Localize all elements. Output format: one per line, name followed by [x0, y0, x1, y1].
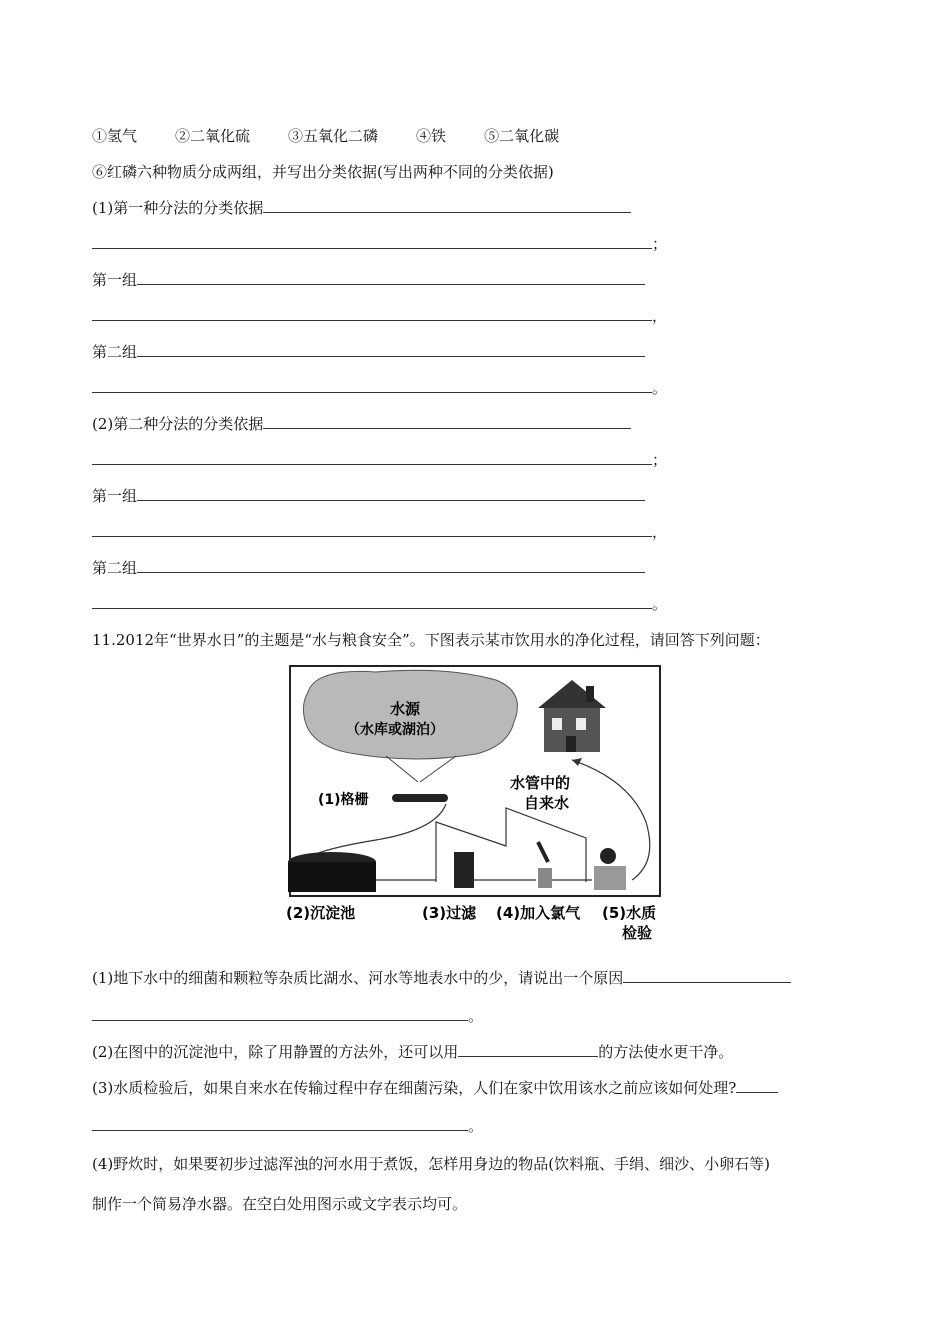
house-icon — [538, 680, 606, 752]
part1-cont — [92, 234, 667, 254]
answer-blank[interactable] — [137, 342, 645, 357]
part2-label: (2)第二种分法的分类依据 — [92, 415, 264, 433]
answer-blank[interactable] — [263, 198, 631, 213]
q11-sub2 — [92, 1042, 733, 1062]
grid-label: (1)格栅 — [318, 792, 369, 808]
answer-blank[interactable] — [92, 306, 652, 321]
chlorine-label: (4)加入氯气 — [496, 904, 581, 922]
semicolon: ； — [652, 451, 668, 469]
answer-blank[interactable] — [623, 968, 791, 983]
inspection-desk-icon — [594, 866, 626, 890]
option-3: ③五氧化二磷 — [288, 127, 379, 145]
answer-blank[interactable] — [92, 1116, 468, 1131]
period: 。 — [468, 1007, 484, 1025]
answer-blank[interactable] — [92, 522, 652, 537]
q11-sub4-line2: 制作一个简易净水器。在空白处用图示或文字表示均可。 — [92, 1195, 468, 1213]
period: 。 — [652, 379, 668, 397]
inspector-icon — [600, 848, 616, 864]
answer-blank[interactable] — [736, 1078, 778, 1093]
part1-row — [92, 198, 631, 218]
grid-icon — [392, 794, 448, 802]
option-4: ④铁 — [416, 127, 447, 145]
part1-group1-cont — [92, 306, 667, 326]
q11-sub4-line1: (4)野炊时，如果要初步过滤浑浊的河水用于煮饭，怎样用身边的物品(饮料瓶、手绢、细沙、小卵石等) — [92, 1155, 770, 1173]
chlorine-icon — [538, 868, 552, 888]
source-label-1: 水源 — [390, 700, 421, 718]
answer-blank[interactable] — [92, 450, 652, 465]
answer-blank[interactable] — [137, 486, 645, 501]
part2-group1-cont — [92, 522, 667, 542]
answer-blank[interactable] — [92, 1006, 468, 1021]
period: 。 — [652, 595, 668, 613]
answer-blank[interactable] — [458, 1042, 598, 1057]
water-purification-diagram — [286, 662, 664, 944]
part2-group1-row — [92, 486, 645, 506]
sub2-text-b: 的方法使水更干净。 — [598, 1043, 734, 1061]
q11-stem: 11.2012年“世界水日”的主题是“水与粮食安全”。下图表示某市饮用水的净化过程，请回答下列问题： — [92, 631, 770, 649]
options-row — [92, 126, 597, 146]
part2-group2-cont — [92, 594, 667, 614]
answer-blank[interactable] — [92, 234, 652, 249]
filter-label: (3)过滤 — [422, 904, 477, 922]
group2-label: 第二组 — [92, 343, 138, 361]
filter-icon — [454, 852, 474, 888]
answer-blank[interactable] — [92, 594, 652, 609]
sub1-text: (1)地下水中的细菌和颗粒等杂质比湖水、河水等地表水中的少，请说出一个原因 — [92, 969, 624, 987]
q11-sub3 — [92, 1078, 778, 1098]
group2-label: 第二组 — [92, 559, 138, 577]
semicolon: ； — [652, 235, 668, 253]
tap-label-2: 自来水 — [524, 794, 570, 812]
answer-blank[interactable] — [263, 414, 631, 429]
part1-group2-cont — [92, 378, 667, 398]
part1-label: (1)第一种分法的分类依据 — [92, 199, 264, 217]
option-1: ①氢气 — [92, 127, 138, 145]
option-2: ②二氧化硫 — [175, 127, 251, 145]
part2-cont — [92, 450, 667, 470]
answer-blank[interactable] — [137, 270, 645, 285]
part2-group2-row — [92, 558, 645, 578]
answer-blank[interactable] — [137, 558, 645, 573]
sediment-label: (2)沉淀池 — [286, 904, 356, 922]
sub3-text: (3)水质检验后，如果自来水在传输过程中存在细菌污染，人们在家中饮用该水之前应该如何处理? — [92, 1079, 737, 1097]
q11-sub1-cont — [92, 1006, 483, 1026]
comma: ， — [652, 523, 668, 541]
option-5: ⑤二氧化碳 — [484, 127, 560, 145]
group1-label: 第一组 — [92, 271, 138, 289]
q11-sub3-cont — [92, 1116, 483, 1136]
answer-blank[interactable] — [92, 378, 652, 393]
part2-row — [92, 414, 631, 434]
source-label-2: （水库或湖泊） — [346, 722, 444, 738]
part1-group2-row — [92, 342, 645, 362]
inspect-label-2: 检验 — [622, 924, 653, 942]
period: 。 — [468, 1117, 484, 1135]
part1-group1-row — [92, 270, 645, 290]
sub2-text-a: (2)在图中的沉淀池中，除了用静置的方法外，还可以用 — [92, 1043, 459, 1061]
options-line-2: ⑥红磷六种物质分成两组，并写出分类依据(写出两种不同的分类依据) — [92, 163, 554, 181]
q11-sub1 — [92, 968, 791, 988]
tap-label-1: 水管中的 — [510, 774, 571, 792]
group1-label: 第一组 — [92, 487, 138, 505]
inspect-label-1: (5)水质 — [602, 904, 657, 922]
comma: ， — [652, 307, 668, 325]
